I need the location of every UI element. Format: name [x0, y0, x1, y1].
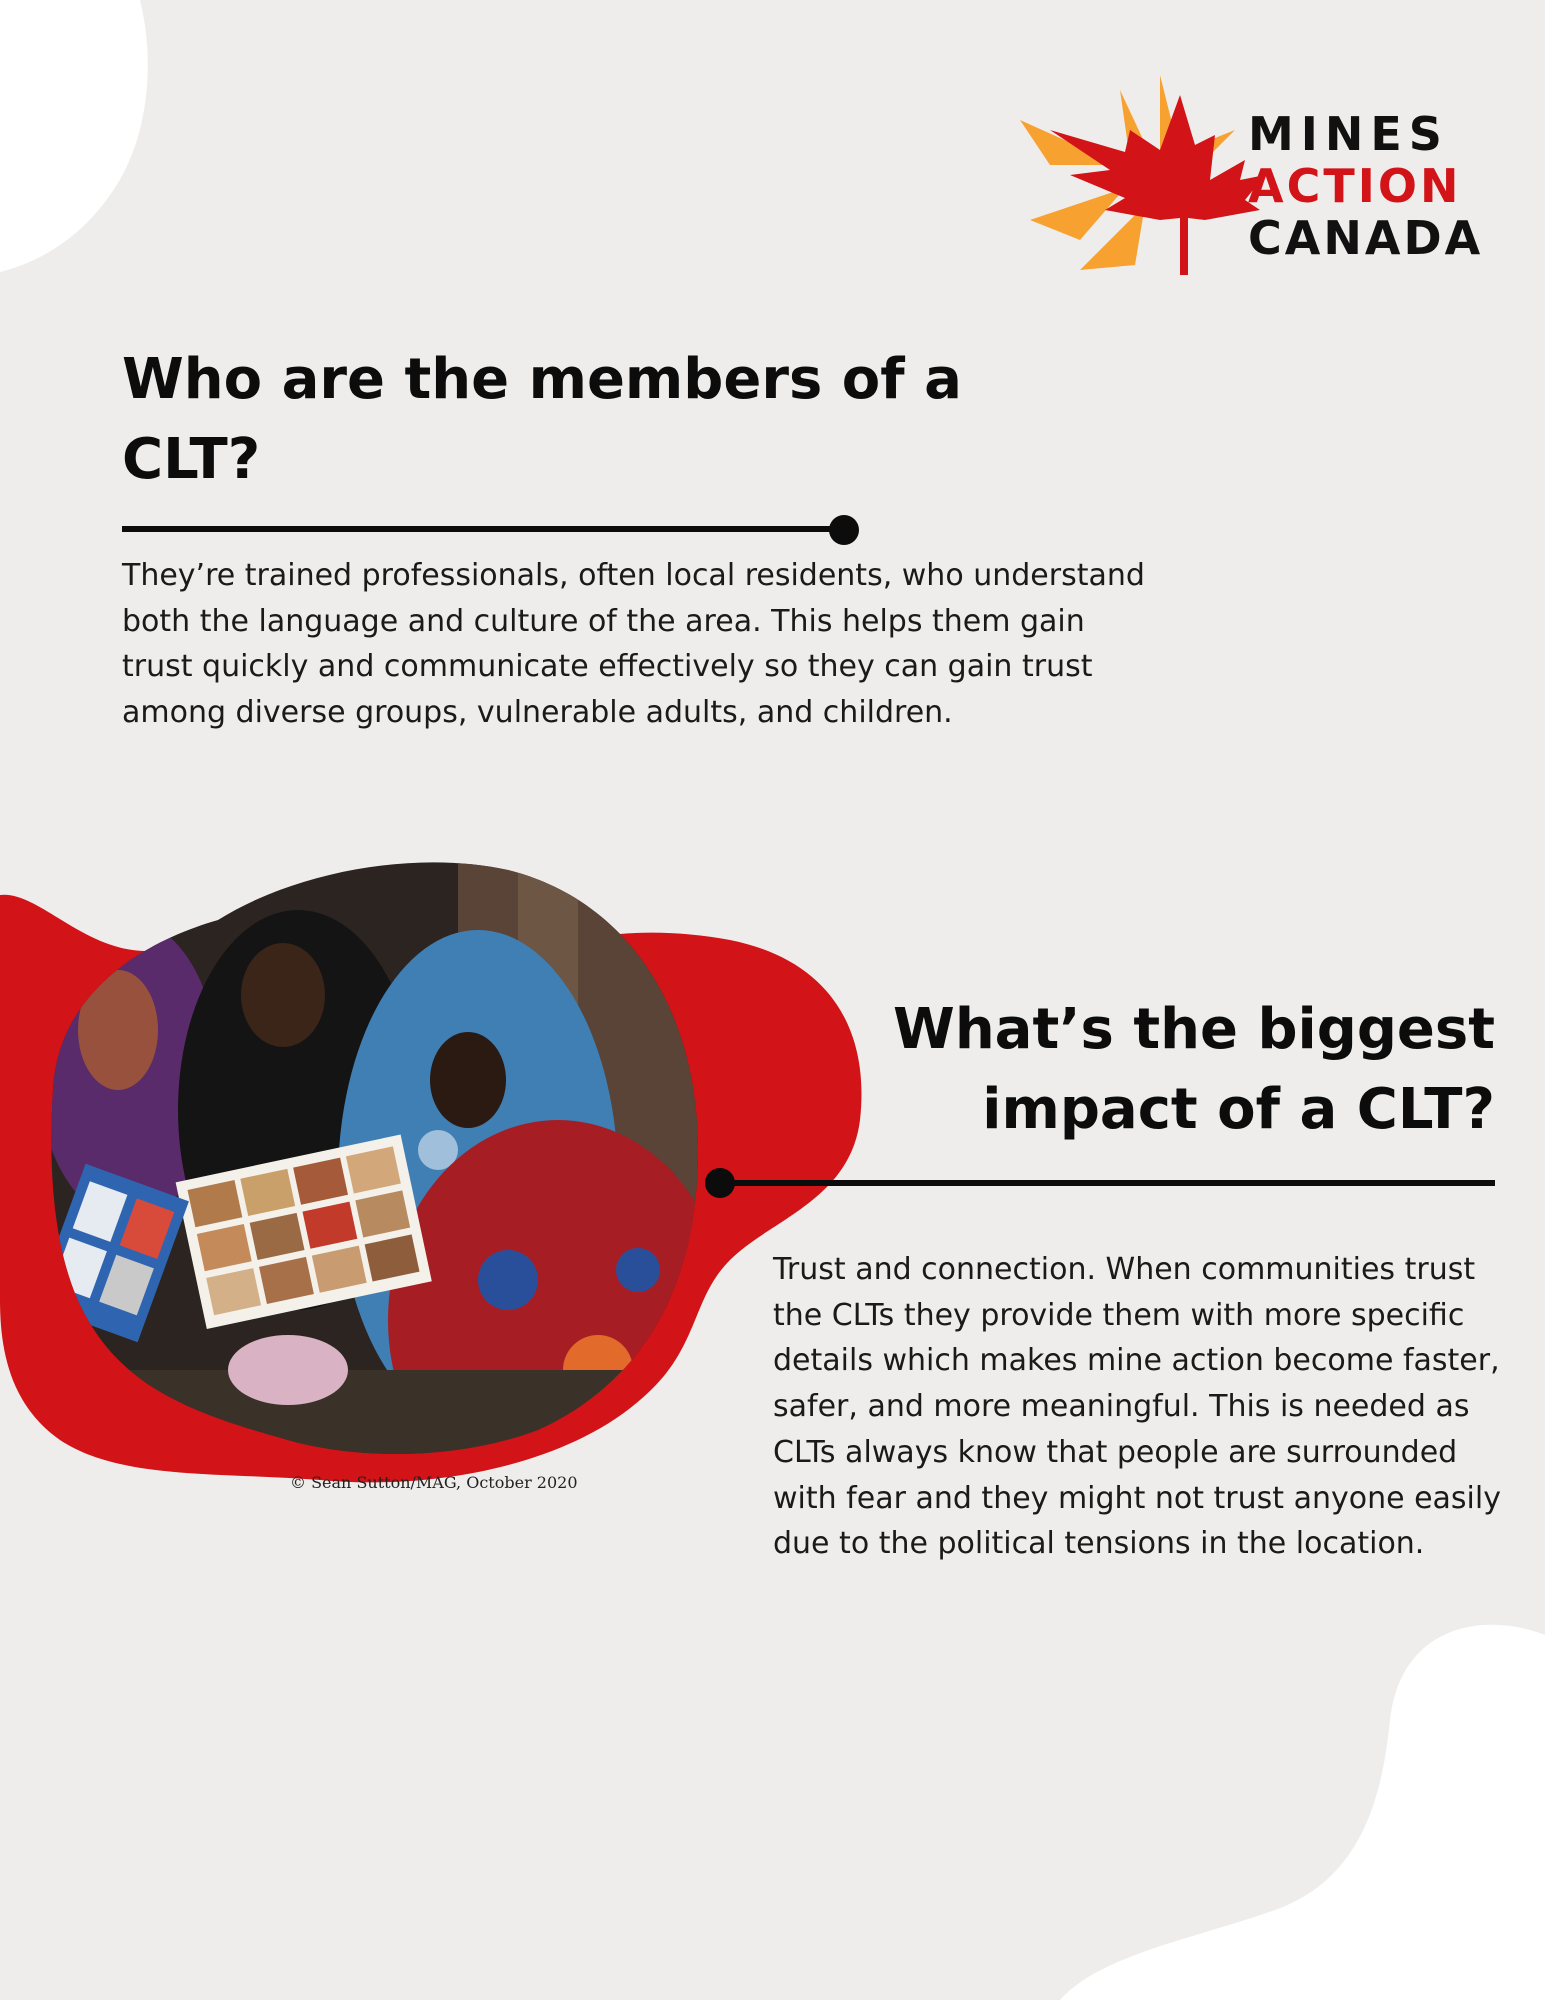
section2-divider-dot: [705, 1168, 735, 1198]
section2-heading-line2: impact of a CLT?: [982, 1077, 1495, 1142]
section1-heading: [122, 340, 1022, 500]
section1-divider: [122, 526, 842, 532]
section1-divider-dot: [829, 515, 859, 545]
section2-heading-line1: What’s the biggest: [893, 997, 1495, 1062]
logo-wordmark: [1248, 108, 1483, 264]
section2-body: Trust and connection. When communities trust the CLTs they provide them with more specific details which makes mine action become faster, safer, and more meaningful. This is needed as CLTs always know that people are surrounded with fear and they might not trust anyone easily due to the political tensions in the location.: [773, 1252, 1501, 1562]
logo-line-canada: CANADA: [1248, 211, 1484, 265]
community-photo: [38, 850, 698, 1460]
photo-credit: © Sean Sutton/MAG, October 2020: [290, 1473, 578, 1492]
logo-line-action: ACTION: [1248, 159, 1462, 213]
white-blob-top-left: [0, 0, 160, 280]
section2-heading: [795, 990, 1495, 1150]
logo-line-mines: MINES: [1248, 107, 1449, 161]
white-blob-bottom-right: [1060, 1610, 1545, 2000]
section1-heading-line1: Who are the members of a: [122, 347, 962, 412]
section2-divider: [718, 1180, 1495, 1186]
section1-body: They’re trained professionals, often local residents, who understand both the language and culture of the area. This helps them gain trust quickly and communicate effectively so they can gain trust among diverse groups, vulnerable adults, and children.: [122, 558, 1145, 730]
section1-heading-line2: CLT?: [122, 427, 261, 492]
